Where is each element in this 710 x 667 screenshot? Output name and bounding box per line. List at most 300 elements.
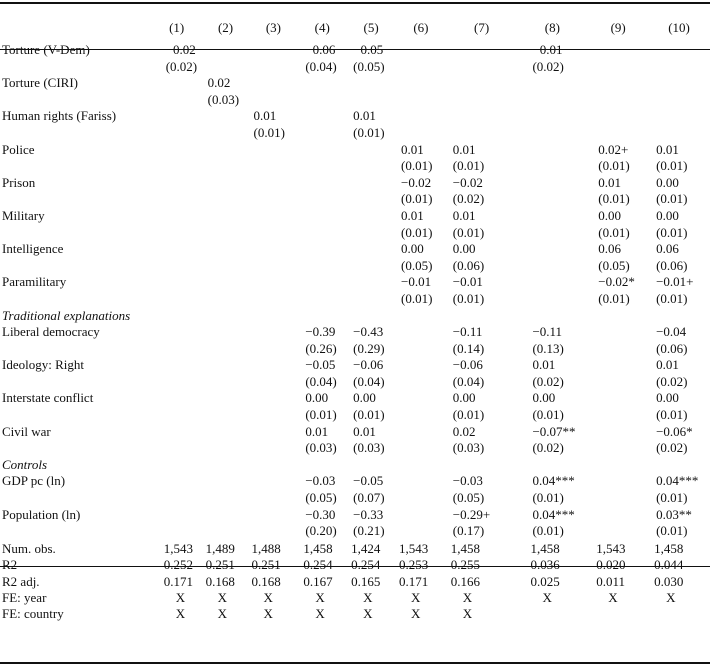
- coefficient: [588, 507, 648, 524]
- coefficient: [447, 75, 517, 92]
- se-row: [0, 258, 710, 275]
- coefficient: 0.00: [656, 207, 679, 223]
- coefficient: 0.00: [353, 390, 376, 406]
- se-row: [0, 225, 710, 242]
- coefficient: −0.11: [452, 324, 483, 340]
- se-label-blank: [0, 341, 152, 358]
- se-label-blank: [0, 291, 152, 308]
- coefficient: [588, 108, 648, 125]
- standard-error: [347, 92, 395, 109]
- blank-cell: [516, 457, 588, 474]
- coefficient: −0.05: [305, 357, 336, 373]
- coefficient: [202, 175, 250, 192]
- coefficient: 0.04***: [532, 473, 575, 489]
- blank-cell: [395, 457, 447, 474]
- standard-error: [152, 225, 202, 242]
- stat-value: 1,543: [399, 540, 429, 556]
- coef-row: [0, 175, 710, 192]
- coefficient: [588, 75, 648, 92]
- coefficient: [152, 142, 202, 159]
- coefficient: [202, 142, 250, 159]
- standard-error: [297, 225, 347, 242]
- coef-row: [0, 241, 710, 258]
- standard-error: [249, 523, 297, 540]
- coefficient: [202, 324, 250, 341]
- se-row: [0, 440, 710, 457]
- stat-value: X: [462, 606, 473, 622]
- coef-row: [0, 42, 710, 59]
- se-label-blank: [0, 490, 152, 507]
- standard-error: [395, 59, 447, 76]
- se-row: [0, 59, 710, 76]
- standard-error: (0.01): [401, 158, 433, 174]
- standard-error: [202, 374, 250, 391]
- coefficient: [516, 241, 588, 258]
- standard-error: (0.05): [305, 490, 337, 506]
- standard-error: [347, 291, 395, 308]
- stat-value: 0.253: [399, 557, 429, 573]
- standard-error: [516, 191, 588, 208]
- coefficient: 0.01: [401, 141, 424, 157]
- coef-row: [0, 142, 710, 159]
- standard-error: (0.01): [532, 523, 564, 539]
- coefficient: [347, 75, 395, 92]
- column-header-row: [0, 14, 710, 42]
- column-header: (4): [314, 20, 330, 35]
- standard-error: [202, 407, 250, 424]
- coefficient: 0.06: [598, 241, 621, 257]
- standard-error: (0.03): [305, 440, 337, 456]
- coefficient: [395, 42, 447, 59]
- se-label-blank: [0, 523, 152, 540]
- standard-error: (0.05): [353, 58, 385, 74]
- standard-error: [249, 374, 297, 391]
- standard-error: [588, 490, 648, 507]
- coefficient: [152, 473, 202, 490]
- standard-error: [202, 125, 250, 142]
- blank-cell: [447, 308, 517, 325]
- se-row: [0, 341, 710, 358]
- se-label-blank: [0, 125, 152, 142]
- variable-label: Intelligence: [2, 241, 64, 257]
- blank-cell: [347, 457, 395, 474]
- coefficient: [648, 108, 710, 125]
- coefficient: 0.00: [656, 390, 679, 406]
- coef-row: [0, 108, 710, 125]
- blank-cell: [202, 308, 250, 325]
- coefficient: 0.03**: [656, 506, 692, 522]
- coefficient: [297, 175, 347, 192]
- coef-row: [0, 208, 710, 225]
- standard-error: (0.02): [656, 440, 688, 456]
- stats-row: [0, 574, 710, 590]
- column-header: (6): [413, 20, 429, 35]
- se-label-blank: [0, 225, 152, 242]
- coefficient: [297, 208, 347, 225]
- coefficient: [395, 324, 447, 341]
- stat-value: X: [217, 606, 228, 622]
- standard-error: (0.01): [598, 158, 630, 174]
- standard-error: (0.01): [656, 224, 688, 240]
- coefficient: [447, 42, 517, 59]
- coefficient: −0.03: [305, 473, 336, 489]
- standard-error: [516, 258, 588, 275]
- column-header: (10): [668, 20, 690, 35]
- coef-row: [0, 424, 710, 441]
- standard-error: [347, 191, 395, 208]
- stat-value: 0.251: [205, 557, 235, 573]
- blank-cell: [347, 308, 395, 325]
- se-row: [0, 158, 710, 175]
- standard-error: [152, 291, 202, 308]
- stat-value: 0.165: [351, 573, 381, 589]
- coefficient: −0.01: [532, 42, 563, 57]
- stat-value: X: [411, 590, 421, 606]
- standard-error: [516, 158, 588, 175]
- standard-error: [249, 490, 297, 507]
- se-label-blank: [0, 258, 152, 275]
- standard-error: [297, 92, 347, 109]
- stat-value: X: [666, 590, 676, 606]
- header-blank: [0, 14, 152, 42]
- standard-error: (0.01): [656, 290, 688, 306]
- stat-value: 1,458: [303, 540, 333, 556]
- blank-cell: [297, 308, 347, 325]
- coefficient: −0.33: [353, 506, 384, 522]
- variable-label: Police: [2, 141, 35, 157]
- standard-error: [447, 92, 517, 109]
- stat-value: 1,458: [450, 540, 481, 556]
- coefficient: [202, 507, 250, 524]
- standard-error: [152, 341, 202, 358]
- column-header: (3): [265, 20, 281, 35]
- standard-error: (0.20): [305, 523, 337, 539]
- variable-label: Liberal democracy: [2, 324, 100, 340]
- coefficient: [395, 390, 447, 407]
- blank-cell: [152, 457, 202, 474]
- standard-error: [347, 158, 395, 175]
- coefficient: [152, 75, 202, 92]
- coefficient: [202, 357, 250, 374]
- stat-value: 0.030: [654, 573, 684, 589]
- stat-value: X: [263, 590, 273, 606]
- stat-value: X: [175, 606, 186, 622]
- coefficient: [395, 473, 447, 490]
- column-header: (7): [474, 20, 490, 35]
- standard-error: [202, 490, 250, 507]
- standard-error: [152, 440, 202, 457]
- stat-value: 0.255: [450, 557, 481, 573]
- stat-value: 1,489: [205, 540, 235, 556]
- stat-value: X: [363, 590, 373, 606]
- section-header-row: [0, 308, 710, 325]
- coefficient: [588, 473, 648, 490]
- coefficient: −0.30: [305, 506, 336, 522]
- stat-label: R2 adj.: [2, 573, 40, 589]
- section-title: Traditional explanations: [2, 307, 131, 323]
- standard-error: [648, 92, 710, 109]
- coefficient: [249, 473, 297, 490]
- se-row: [0, 523, 710, 540]
- se-row: [0, 125, 710, 142]
- stat-label: FE: country: [2, 606, 64, 622]
- coefficient: −0.03: [452, 473, 483, 489]
- standard-error: (0.01): [401, 290, 433, 306]
- coefficient: −0.04: [656, 324, 687, 340]
- coefficient: 0.00: [532, 390, 556, 406]
- coefficient: −0.05: [353, 42, 384, 57]
- standard-error: (0.01): [452, 224, 485, 240]
- standard-error: [297, 291, 347, 308]
- coefficient: −0.06: [305, 42, 336, 57]
- stat-value: X: [175, 590, 186, 606]
- stat-value: 1,458: [654, 540, 684, 556]
- se-row: [0, 291, 710, 308]
- standard-error: (0.01): [598, 290, 630, 306]
- blank-cell: [516, 308, 588, 325]
- coef-row: [0, 357, 710, 374]
- standard-error: (0.07): [353, 490, 385, 506]
- standard-error: [249, 407, 297, 424]
- coefficient: [249, 357, 297, 374]
- coefficient: [152, 175, 202, 192]
- coefficient: [395, 424, 447, 441]
- standard-error: [152, 490, 202, 507]
- standard-error: (0.01): [656, 191, 688, 207]
- stat-value: 1,424: [351, 540, 381, 556]
- standard-error: [249, 291, 297, 308]
- standard-error: [347, 225, 395, 242]
- stat-value: X: [315, 590, 325, 606]
- coefficient: [516, 274, 588, 291]
- blank-cell: [588, 457, 648, 474]
- standard-error: [249, 225, 297, 242]
- stat-value: 1,543: [596, 540, 626, 556]
- se-label-blank: [0, 374, 152, 391]
- coefficient: [588, 42, 648, 59]
- blank-cell: [249, 457, 297, 474]
- standard-error: (0.02): [532, 440, 564, 456]
- standard-error: (0.01): [532, 407, 564, 423]
- standard-error: [152, 374, 202, 391]
- standard-error: (0.04): [305, 373, 337, 389]
- standard-error: (0.04): [305, 58, 337, 74]
- standard-error: (0.26): [305, 340, 337, 356]
- coefficient: 0.06: [656, 241, 679, 257]
- standard-error: (0.02): [532, 373, 564, 389]
- stat-value: X: [462, 590, 473, 606]
- coefficient: [395, 357, 447, 374]
- se-row: [0, 374, 710, 391]
- stat-value: 0.254: [303, 557, 333, 573]
- standard-error: [297, 191, 347, 208]
- coefficient: [152, 208, 202, 225]
- coefficient: [152, 357, 202, 374]
- standard-error: (0.01): [253, 124, 285, 140]
- coefficient: −0.02: [452, 174, 483, 190]
- coefficient: [152, 424, 202, 441]
- coefficient: [588, 424, 648, 441]
- se-row: [0, 490, 710, 507]
- coefficient: [202, 108, 250, 125]
- standard-error: (0.01): [532, 490, 564, 506]
- standard-error: (0.06): [656, 257, 688, 273]
- coefficient: [249, 208, 297, 225]
- standard-error: (0.01): [656, 158, 688, 174]
- standard-error: (0.13): [532, 340, 564, 356]
- coefficient: −0.07**: [532, 423, 576, 439]
- standard-error: [202, 440, 250, 457]
- standard-error: (0.03): [207, 91, 240, 107]
- standard-error: [152, 407, 202, 424]
- standard-error: [152, 92, 202, 109]
- variable-label: Human rights (Fariss): [2, 108, 117, 124]
- coefficient: [516, 175, 588, 192]
- coefficient: 0.00: [305, 390, 329, 406]
- standard-error: [395, 92, 447, 109]
- standard-error: [588, 92, 648, 109]
- standard-error: (0.21): [353, 523, 385, 539]
- coef-row: [0, 75, 710, 92]
- coefficient: [152, 324, 202, 341]
- blank-cell: [648, 308, 710, 325]
- column-header: (8): [544, 20, 560, 35]
- coefficient: −0.06*: [656, 423, 693, 439]
- coefficient: [516, 208, 588, 225]
- standard-error: [249, 341, 297, 358]
- coefficient: [249, 42, 297, 59]
- standard-error: (0.01): [656, 407, 688, 423]
- coefficient: [347, 241, 395, 258]
- variable-label: Interstate conflict: [2, 390, 94, 406]
- standard-error: [249, 158, 297, 175]
- coefficient: 0.01: [656, 141, 679, 157]
- coefficient: [648, 75, 710, 92]
- coefficient: −0.39: [305, 324, 336, 340]
- se-row: [0, 407, 710, 424]
- stat-value: 1,543: [163, 540, 193, 556]
- standard-error: (0.14): [452, 340, 485, 356]
- se-row: [0, 92, 710, 109]
- coefficient: 0.01: [656, 357, 679, 373]
- se-label-blank: [0, 191, 152, 208]
- standard-error: (0.04): [353, 373, 385, 389]
- blank-cell: [648, 457, 710, 474]
- coefficient: [588, 357, 648, 374]
- stat-value: X: [315, 606, 325, 622]
- stat-value: X: [263, 606, 273, 622]
- standard-error: [516, 92, 588, 109]
- standard-error: (0.02): [532, 58, 564, 74]
- coefficient: 0.00: [656, 174, 679, 190]
- coef-row: [0, 390, 710, 407]
- coef-row: [0, 473, 710, 490]
- standard-error: (0.02): [165, 58, 198, 74]
- stat-value: X: [411, 606, 421, 622]
- coefficient: [347, 208, 395, 225]
- stat-value: X: [363, 606, 373, 622]
- coefficient: [347, 142, 395, 159]
- stat-value: 0.171: [163, 573, 193, 589]
- standard-error: [516, 125, 588, 142]
- standard-error: (0.01): [401, 191, 433, 207]
- standard-error: (0.04): [452, 373, 485, 389]
- coefficient: 0.01: [353, 423, 376, 439]
- coefficient: [152, 241, 202, 258]
- standard-error: [202, 158, 250, 175]
- se-label-blank: [0, 407, 152, 424]
- coefficient: −0.02: [165, 42, 196, 57]
- coefficient: 0.02+: [598, 141, 629, 157]
- variable-label: Paramilitary: [2, 274, 67, 290]
- standard-error: [152, 191, 202, 208]
- coef-row: [0, 324, 710, 341]
- coefficient: 0.01: [353, 108, 376, 124]
- coefficient: [588, 324, 648, 341]
- variable-label: GDP pc (ln): [2, 473, 66, 489]
- coefficient: [347, 274, 395, 291]
- coefficient: −0.29+: [452, 506, 491, 522]
- coefficient: [516, 142, 588, 159]
- coefficient: [202, 424, 250, 441]
- standard-error: [588, 523, 648, 540]
- coefficient: 0.01: [598, 174, 621, 190]
- coefficient: [249, 175, 297, 192]
- variable-label: Torture (V-Dem): [2, 42, 90, 57]
- stat-value: X: [608, 590, 618, 606]
- coefficient: 0.04***: [532, 506, 575, 522]
- coefficient: 0.00: [452, 390, 476, 406]
- stat-value: [516, 606, 588, 622]
- stat-value: 0.171: [399, 573, 429, 589]
- coefficient: [447, 108, 517, 125]
- standard-error: (0.06): [656, 340, 688, 356]
- standard-error: (0.01): [656, 490, 688, 506]
- coefficient: 0.02: [452, 423, 476, 439]
- blank-cell: [588, 308, 648, 325]
- standard-error: [202, 523, 250, 540]
- stat-value: 1,488: [251, 540, 281, 556]
- stat-value: 0.168: [251, 573, 281, 589]
- standard-error: [297, 158, 347, 175]
- standard-error: [447, 125, 517, 142]
- standard-error: (0.01): [598, 224, 630, 240]
- coefficient: [249, 241, 297, 258]
- coefficient: [516, 108, 588, 125]
- section-header-row: [0, 457, 710, 474]
- coefficient: [202, 390, 250, 407]
- standard-error: [249, 258, 297, 275]
- stat-label: R2: [2, 557, 18, 573]
- coefficient: −0.43: [353, 324, 384, 340]
- standard-error: [202, 341, 250, 358]
- coefficient: 0.01: [532, 357, 556, 373]
- coefficient: −0.02*: [598, 274, 635, 290]
- se-label-blank: [0, 92, 152, 109]
- stats-row: [0, 541, 710, 557]
- coefficient: [249, 142, 297, 159]
- standard-error: [297, 258, 347, 275]
- regression-table: [0, 14, 710, 623]
- coefficient: [297, 108, 347, 125]
- standard-error: [395, 341, 447, 358]
- coefficient: −0.01: [401, 274, 432, 290]
- coefficient: [249, 507, 297, 524]
- coefficient: 0.01: [305, 423, 329, 439]
- coefficient: [202, 42, 250, 59]
- coef-row: [0, 507, 710, 524]
- standard-error: (0.01): [353, 124, 385, 140]
